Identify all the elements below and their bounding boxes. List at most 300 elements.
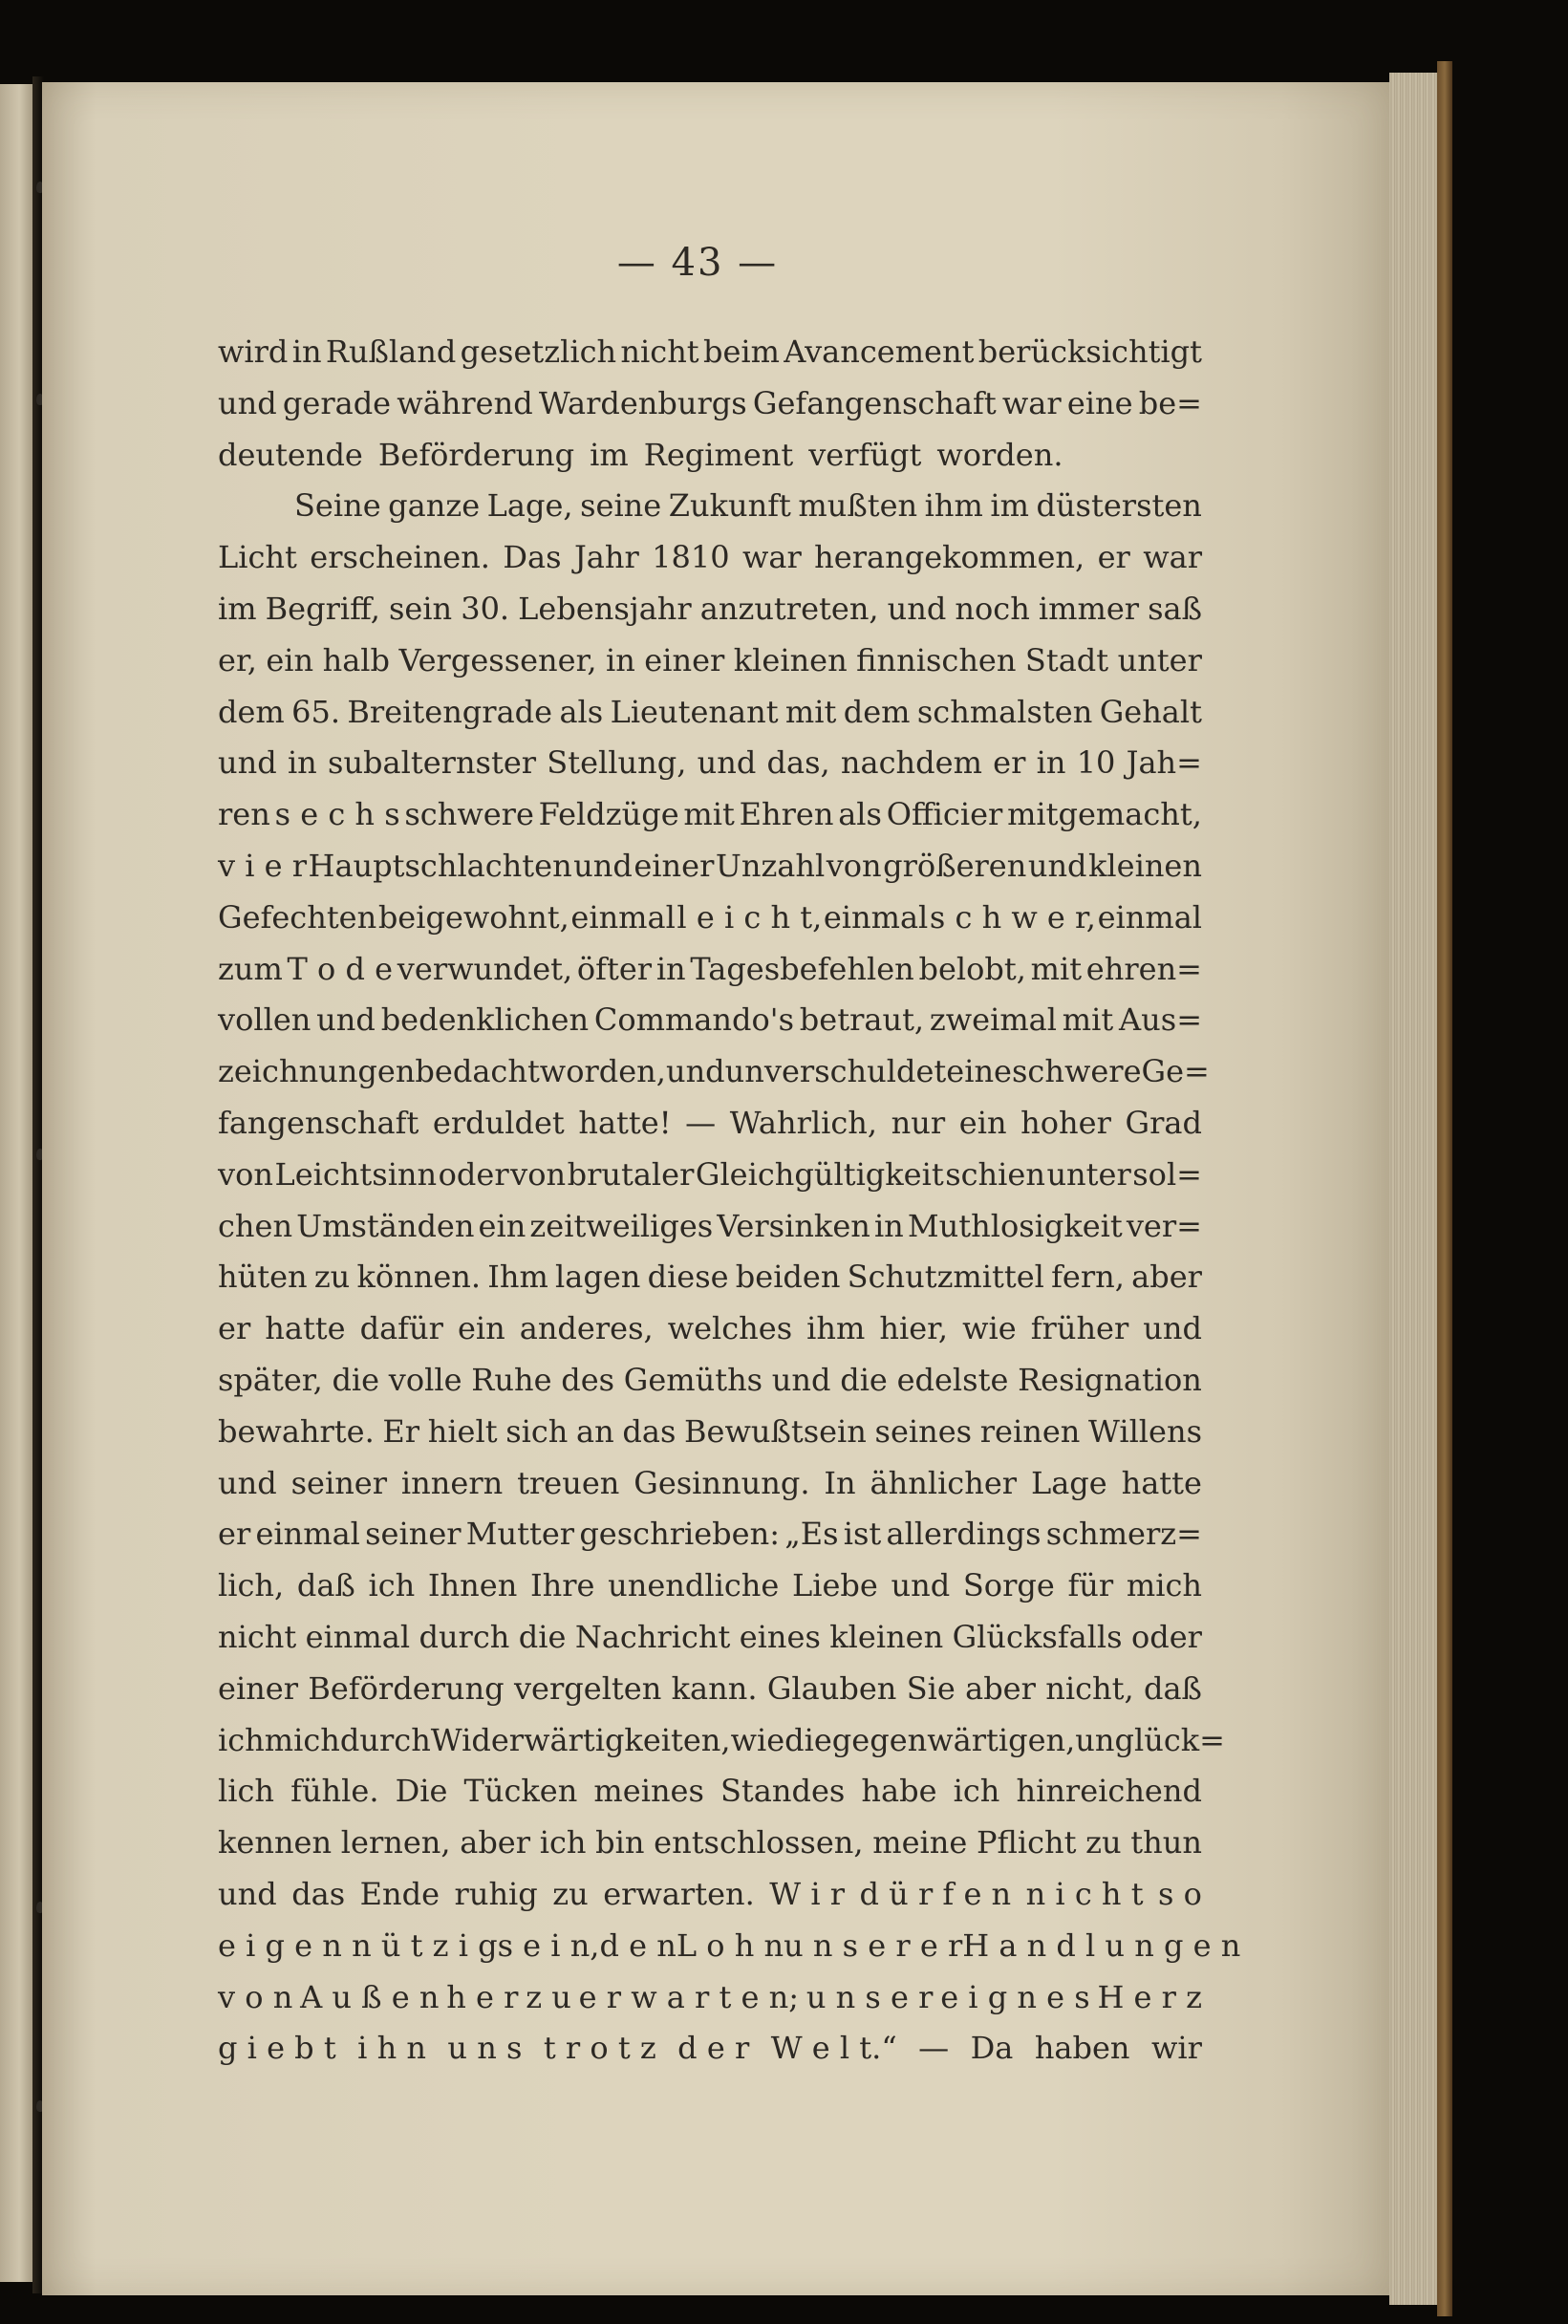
word: fangenschaft <box>218 1104 419 1141</box>
word: Das <box>503 539 562 576</box>
word: Leichtsinn <box>274 1155 438 1193</box>
text-line <box>218 1355 1202 1407</box>
word: Rußland <box>325 334 457 370</box>
word: bedenklichen <box>380 1001 590 1039</box>
word: hatte! <box>578 1104 672 1141</box>
word: e r w a r t e n; <box>578 1978 800 2015</box>
word: reinen <box>979 1412 1081 1450</box>
word: in <box>606 641 635 678</box>
word: Lage, <box>486 487 573 525</box>
text-line <box>218 635 1202 687</box>
word: Vergessener, <box>398 641 597 678</box>
word: das <box>291 1875 346 1912</box>
word: s e i n, <box>497 1926 600 1964</box>
word: vollen <box>218 1001 311 1039</box>
word: Nachricht <box>574 1618 731 1655</box>
word: berücksichtigt <box>977 334 1202 370</box>
word: Liebe <box>791 1567 878 1604</box>
word: lernen, <box>340 1824 451 1861</box>
word: ver= <box>1126 1207 1202 1244</box>
text-line <box>218 1458 1202 1510</box>
word: war <box>742 539 802 576</box>
word: 65. <box>291 693 341 730</box>
word: unverschuldet <box>724 1053 947 1090</box>
text-line <box>218 1715 1225 1767</box>
word: zweimal <box>929 1001 1057 1039</box>
text-line <box>218 1972 1202 2024</box>
text-line <box>218 327 1202 378</box>
word: habe <box>861 1773 937 1810</box>
text-line <box>218 1921 1241 1972</box>
word: Aus= <box>1119 1001 1202 1039</box>
word: entschlossen, <box>654 1824 864 1861</box>
word: zeitweiliges <box>529 1207 714 1244</box>
word: schmalsten <box>916 693 1093 730</box>
word: einer <box>634 847 715 884</box>
word: wie <box>962 1310 1017 1347</box>
word: In <box>824 1464 856 1501</box>
word: betraut, <box>799 1001 925 1039</box>
word: in <box>873 1207 904 1244</box>
word: schwere <box>404 796 534 833</box>
word: er <box>218 1310 251 1347</box>
word: erscheinen. <box>310 539 490 576</box>
word: einer <box>218 1669 299 1707</box>
word: und <box>218 744 277 782</box>
word: anderes, <box>519 1310 654 1347</box>
text-line <box>218 1818 1202 1869</box>
word: Pflicht <box>976 1824 1077 1861</box>
word: s c h w e r, <box>929 898 1096 936</box>
word: einmal <box>255 1516 360 1553</box>
word: und <box>218 1464 277 1501</box>
word: mit <box>784 693 837 730</box>
word: Versinken <box>717 1207 870 1244</box>
word: verfügt <box>808 436 922 473</box>
word: Ihm <box>487 1259 548 1296</box>
word: Gesinnung. <box>634 1464 810 1501</box>
word: zu <box>1085 1824 1122 1861</box>
word: durch <box>339 1721 431 1758</box>
word: beim <box>702 334 780 370</box>
text-line <box>218 1098 1202 1150</box>
word: gerade <box>282 384 392 421</box>
word: finnischen <box>856 641 1017 678</box>
word: ist <box>843 1516 882 1553</box>
word: ihm <box>806 1310 866 1347</box>
word: Zukunft <box>668 487 791 525</box>
word: und <box>316 1001 376 1039</box>
word: und <box>1143 1310 1202 1347</box>
word: unendliche <box>608 1567 780 1604</box>
word: Ihre <box>529 1567 595 1604</box>
word: und <box>665 1053 725 1090</box>
word: subalternster <box>328 744 537 782</box>
word: wie <box>730 1721 785 1758</box>
word: in <box>655 950 686 987</box>
word: nicht, <box>1045 1669 1134 1707</box>
word: Standes <box>720 1773 846 1810</box>
word: schien <box>945 1155 1045 1193</box>
word: die <box>332 1361 380 1398</box>
word: erduldet <box>432 1104 565 1141</box>
text-line <box>218 1201 1202 1253</box>
word: Schutzmittel <box>847 1259 1044 1296</box>
word: früher <box>1030 1310 1129 1347</box>
word: kleinen <box>1088 847 1202 884</box>
word: v o n <box>218 1978 293 2015</box>
word: bin <box>595 1824 645 1861</box>
word: allerdings <box>886 1516 1042 1553</box>
word: n i c h t <box>1025 1875 1144 1912</box>
word: ich <box>368 1567 416 1604</box>
word: nicht <box>620 334 699 370</box>
word: und <box>218 1875 277 1912</box>
word: — <box>685 1104 717 1141</box>
word: ren <box>218 796 270 833</box>
word: dem <box>843 693 911 730</box>
word: s e c h s <box>274 796 400 833</box>
word: Ruhe <box>471 1361 552 1398</box>
word: Wardenburgs <box>538 384 747 421</box>
word: g i e b t <box>218 2030 336 2067</box>
word: Sorge <box>962 1567 1055 1604</box>
word: als <box>559 693 604 730</box>
text-line <box>218 944 1202 996</box>
text-line <box>218 1252 1202 1303</box>
word: d e n <box>599 1926 677 1964</box>
word: u n s e r e r <box>784 1926 963 1964</box>
word: im <box>590 436 629 473</box>
word: zu <box>552 1875 589 1912</box>
word: und <box>218 384 277 421</box>
word: hoher <box>1020 1104 1111 1141</box>
word: wir <box>1151 2030 1202 2067</box>
word: oder <box>1130 1618 1202 1655</box>
word: immer <box>1038 590 1140 627</box>
text-line <box>218 1560 1202 1612</box>
word: gesetzlich <box>460 334 617 370</box>
word: aber <box>460 1824 531 1861</box>
word: ruhig <box>454 1875 538 1912</box>
word: kleinen <box>733 641 848 678</box>
word: bedacht <box>415 1053 540 1090</box>
word: Hauptschlachten <box>308 847 572 884</box>
text-line <box>218 1046 1210 1098</box>
word: seiner <box>290 1464 388 1501</box>
word: düstersten <box>1036 487 1202 525</box>
text-line <box>218 1766 1202 1818</box>
word: eine <box>946 1053 1012 1090</box>
word: von <box>826 847 882 884</box>
word: meines <box>593 1773 704 1810</box>
word: Ehren <box>739 796 834 833</box>
word: hüten <box>218 1259 308 1296</box>
word: das, <box>766 744 830 782</box>
word: und <box>891 1567 951 1604</box>
word: von <box>218 1155 273 1193</box>
word: Gleichgültigkeit <box>695 1155 944 1193</box>
word: herangekommen, <box>814 539 1085 576</box>
word: eine <box>1066 384 1133 421</box>
word: im <box>990 487 1029 525</box>
word: er <box>1097 539 1130 576</box>
word: können. <box>356 1259 482 1296</box>
word: ähnlicher <box>870 1464 1018 1501</box>
word: sich <box>505 1412 569 1450</box>
text-line <box>218 1664 1202 1715</box>
word: volle <box>388 1361 462 1398</box>
word: l e i c h t, <box>677 898 823 936</box>
word: Stadt <box>1024 641 1109 678</box>
text-line <box>218 687 1202 739</box>
word: einmal <box>823 898 929 936</box>
word: in <box>287 744 317 782</box>
text-line <box>218 893 1202 944</box>
text-line <box>218 1869 1202 1921</box>
word: Unzahl <box>715 847 826 884</box>
word: größeren <box>883 847 1027 884</box>
word: s o <box>1158 1875 1202 1912</box>
word: brutaler <box>567 1155 695 1193</box>
text-line <box>218 2023 1202 2075</box>
word: mit <box>683 796 735 833</box>
word: Lieutenant <box>610 693 779 730</box>
word: beigewohnt, <box>377 898 569 936</box>
word: fühle. <box>290 1773 379 1810</box>
text-line <box>218 481 1202 532</box>
word: lich <box>218 1773 274 1810</box>
text-line <box>218 584 1202 635</box>
word: Da <box>970 2030 1014 2067</box>
word: zu <box>313 1259 351 1296</box>
word: worden, <box>539 1053 666 1090</box>
word: Widerwärtigkeiten, <box>430 1721 731 1758</box>
word: war <box>1001 384 1062 421</box>
word: chen <box>218 1207 293 1244</box>
word: W i r <box>769 1875 846 1912</box>
word: lich, <box>218 1567 285 1604</box>
text-line <box>218 1150 1202 1201</box>
word: aber <box>965 1669 1036 1707</box>
word: Beförderung <box>308 1669 505 1707</box>
body-text <box>218 327 1241 2075</box>
word: ein <box>266 641 314 678</box>
word: Officier <box>886 796 1003 833</box>
word: und <box>1027 847 1087 884</box>
word: anzutreten, <box>699 590 879 627</box>
word: oder <box>438 1155 509 1193</box>
word: „Es <box>784 1516 839 1553</box>
word: eines <box>739 1618 821 1655</box>
word: dem <box>218 693 285 730</box>
word: mitgemacht, <box>1007 796 1202 833</box>
word: Gehalt <box>1099 693 1202 730</box>
word: thun <box>1130 1824 1202 1861</box>
word: Regiment <box>643 436 794 473</box>
word: fern, <box>1051 1259 1125 1296</box>
word: er, <box>218 641 257 678</box>
word: T o d e <box>287 950 394 987</box>
word: mich <box>1126 1567 1202 1604</box>
word: durch <box>419 1618 510 1655</box>
word: einer <box>644 641 725 678</box>
word: Ihnen <box>427 1567 518 1604</box>
word: d e r <box>677 2030 750 2067</box>
text-line <box>218 841 1202 893</box>
word: Ende <box>359 1875 440 1912</box>
word: edelste <box>896 1361 1009 1398</box>
word: Begriff, <box>265 590 380 627</box>
word: worden. <box>936 436 1063 473</box>
word: ein <box>958 1104 1007 1141</box>
word: geschrieben: <box>579 1516 780 1553</box>
word: Grad <box>1125 1104 1202 1141</box>
word: schmerz= <box>1045 1516 1202 1553</box>
word: dafür <box>359 1310 443 1347</box>
text-line <box>218 738 1202 789</box>
word: Feldzüge <box>538 796 679 833</box>
word: sol= <box>1132 1155 1202 1193</box>
word: A u ß e n <box>300 1978 440 2015</box>
word: Breitengrade <box>347 693 553 730</box>
word: einmal <box>1097 898 1202 936</box>
word: W e l t.“ <box>770 2030 897 2067</box>
text-line <box>218 1509 1202 1560</box>
word: deutende <box>218 436 363 473</box>
word: war <box>1143 539 1202 576</box>
text-line <box>218 1407 1202 1458</box>
word: die <box>518 1618 567 1655</box>
word: für <box>1067 1567 1114 1604</box>
word: ich <box>218 1721 265 1758</box>
word: noch <box>955 590 1030 627</box>
word: erwarten. <box>603 1875 755 1912</box>
word: e i g e n n ü t z i g <box>218 1926 498 1964</box>
word: daß <box>1143 1669 1202 1707</box>
word: Avancement <box>784 334 975 370</box>
word: Tücken <box>463 1773 578 1810</box>
word: einmal <box>305 1618 411 1655</box>
word: unglück= <box>1075 1721 1225 1758</box>
word: Glauben <box>766 1669 897 1707</box>
word: bewahrte. <box>218 1412 375 1450</box>
word: t r o t z <box>543 2030 656 2067</box>
word: nur <box>891 1104 946 1141</box>
word: Die <box>395 1773 448 1810</box>
word: gegenwärtigen, <box>831 1721 1076 1758</box>
word: hatte <box>265 1310 346 1347</box>
word: diese <box>647 1259 729 1296</box>
word: lagen <box>555 1259 641 1296</box>
word: e i g n e s <box>940 1978 1090 2015</box>
word: ich <box>539 1824 587 1861</box>
word: d ü r f e n <box>859 1875 1012 1912</box>
word: 10 <box>1076 744 1116 782</box>
word: v i e r <box>218 847 308 884</box>
word: mit <box>1030 950 1083 987</box>
text-line <box>218 1303 1202 1355</box>
word: meine <box>872 1824 968 1861</box>
word: wird <box>218 334 289 370</box>
word: ein <box>478 1207 526 1244</box>
word: in <box>291 334 322 370</box>
word: mußten <box>798 487 918 525</box>
word: Lage <box>1030 1464 1107 1501</box>
word: unter <box>1046 1155 1131 1193</box>
word: ein <box>457 1310 505 1347</box>
word: zeichnungen <box>218 1053 416 1090</box>
word: einmal <box>570 898 676 936</box>
word: z u <box>526 1978 571 2015</box>
word: Wahrlich, <box>729 1104 878 1141</box>
word: Jahr <box>573 539 639 576</box>
word: Willens <box>1088 1412 1202 1450</box>
word: aber <box>1131 1259 1202 1296</box>
text-line <box>218 532 1202 584</box>
word: Glücksfalls <box>952 1618 1123 1655</box>
word: belobt, <box>918 950 1026 987</box>
word: und <box>887 590 947 627</box>
word: an <box>576 1412 614 1450</box>
word: während <box>397 384 533 421</box>
word: Licht <box>218 539 297 576</box>
book-cover-edge <box>1437 61 1452 2316</box>
text-line <box>218 789 1202 841</box>
word: 30. <box>461 590 510 627</box>
word: u n s <box>447 2030 523 2067</box>
word: ich <box>953 1773 1000 1810</box>
word: verwundet, <box>397 950 573 987</box>
word: mit <box>1062 1001 1114 1039</box>
word: und <box>697 744 757 782</box>
word: beiden <box>735 1259 841 1296</box>
word: Muthlosigkeit <box>907 1207 1123 1244</box>
word: die <box>784 1721 832 1758</box>
word: des <box>561 1361 615 1398</box>
word: Sie <box>906 1669 956 1707</box>
word: öfter <box>576 950 653 987</box>
word: Seine <box>294 487 381 525</box>
word: vergelten <box>513 1669 662 1707</box>
word: kann. <box>671 1669 758 1707</box>
word: sein <box>388 590 453 627</box>
word: L o h n <box>676 1926 784 1964</box>
word: kennen <box>218 1824 333 1861</box>
word: Stellung, <box>547 744 687 782</box>
word: halb <box>322 641 390 678</box>
word: Commando's <box>593 1001 794 1039</box>
page-fore-edge <box>1389 73 1437 2305</box>
word: ganze <box>388 487 481 525</box>
word: innern <box>400 1464 504 1501</box>
word: später, <box>218 1361 323 1398</box>
word: schwere <box>1011 1053 1142 1090</box>
word: als <box>838 796 882 833</box>
text-line <box>218 378 1202 430</box>
left-page-edge <box>0 84 32 2282</box>
word: zum <box>218 950 283 987</box>
word: unter <box>1117 641 1202 678</box>
word: Jah= <box>1126 744 1202 782</box>
word: Gemüths <box>623 1361 763 1398</box>
word: seiner <box>365 1516 462 1553</box>
word: hatte <box>1121 1464 1202 1501</box>
word: nachdem <box>840 744 982 782</box>
word: von <box>510 1155 567 1193</box>
word: hielt <box>427 1412 498 1450</box>
word: er <box>993 744 1026 782</box>
